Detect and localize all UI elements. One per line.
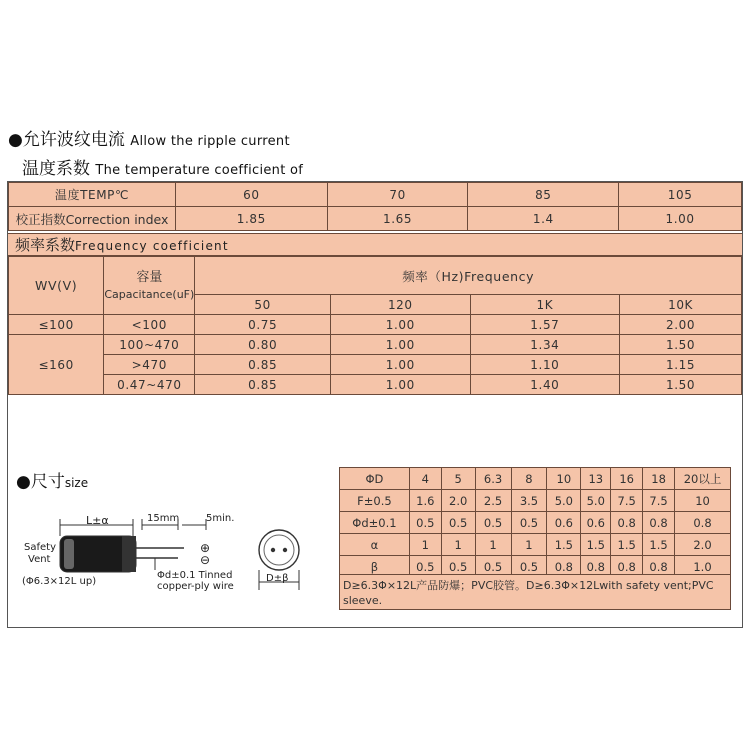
capacitance-value: 100~470: [104, 335, 195, 355]
dim-cell: 0.8: [643, 512, 675, 534]
dim-cell: 0.5: [475, 556, 511, 578]
dim-cell: 5.0: [547, 490, 581, 512]
table-row: [9, 355, 742, 375]
min-length-label: 5min.: [206, 513, 235, 524]
dim-cell: α: [340, 534, 410, 556]
coefficient: 1.57: [470, 315, 620, 335]
dim-cell: 0.8: [581, 556, 611, 578]
dim-cell: 7.5: [643, 490, 675, 512]
coefficient: 1.40: [470, 375, 620, 395]
dim-cell: 10: [675, 490, 731, 512]
capacitance-header-en: Capacitance(uF): [104, 287, 195, 301]
coefficient: 1.34: [470, 335, 620, 355]
correction-value: 1.85: [175, 207, 327, 231]
coefficient: 1.10: [470, 355, 620, 375]
dim-cell: 0.6: [581, 512, 611, 534]
dim-header: 10: [547, 468, 581, 490]
dim-cell: 0.6: [547, 512, 581, 534]
dim-cell: 1.6: [409, 490, 441, 512]
dim-cell: 0.5: [409, 512, 441, 534]
wv-value: ≤160: [9, 335, 104, 395]
dim-cell: 1: [441, 534, 475, 556]
frequency-title-en: Frequency coefficient: [75, 239, 229, 253]
table-row: [340, 468, 731, 490]
correction-value: 1.65: [327, 207, 468, 231]
dim-cell: 1: [475, 534, 511, 556]
dim-cell: 0.8: [611, 556, 643, 578]
bullet-icon: ●: [16, 472, 31, 492]
dim-cell: F±0.5: [340, 490, 410, 512]
freq-50: 50: [195, 295, 331, 315]
dim-header: 16: [611, 468, 643, 490]
dim-cell: 1.5: [547, 534, 581, 556]
coefficient: 2.00: [620, 315, 742, 335]
temp-heading-en: The temperature coefficient of: [95, 163, 304, 178]
minus-icon: ⊖: [200, 553, 211, 567]
size-heading-en: size: [64, 476, 89, 490]
dimension-table: [339, 467, 731, 578]
correction-label: 校正指数Correction index: [9, 207, 176, 231]
table-row: [9, 315, 742, 335]
coefficient: 0.85: [195, 375, 331, 395]
coefficient: 0.85: [195, 355, 331, 375]
temp-label: 温度TEMP℃: [9, 183, 176, 207]
correction-value: 1.00: [619, 207, 742, 231]
dim-cell: 3.5: [511, 490, 547, 512]
dim-cell: 2.5: [475, 490, 511, 512]
diameter-label: D±β: [266, 573, 289, 584]
temp-value: 70: [327, 183, 468, 207]
temp-value: 60: [175, 183, 327, 207]
coefficient: 1.50: [620, 335, 742, 355]
vent-label: Vent: [28, 554, 51, 565]
capacitance-header-cn: 容量: [136, 269, 163, 285]
dim-cell: 0.5: [511, 512, 547, 534]
dim-cell: 0.8: [547, 556, 581, 578]
plus-icon: ⊕: [200, 541, 211, 555]
frequency-title-cn: 频率系数: [15, 236, 76, 254]
ripple-heading-cn: 允许波纹电流: [22, 130, 125, 150]
coefficient: 0.80: [195, 335, 331, 355]
capacitance-value: >470: [104, 355, 195, 375]
ripple-heading: [8, 125, 290, 150]
coefficient: 1.00: [330, 355, 470, 375]
dim-cell: 0.8: [611, 512, 643, 534]
dim-cell: 2.0: [441, 490, 475, 512]
dim-header: ΦD: [340, 468, 410, 490]
coefficient: 1.15: [620, 355, 742, 375]
dim-cell: 1: [409, 534, 441, 556]
dim-cell: 1: [511, 534, 547, 556]
table-row: [9, 183, 742, 207]
frequency-table: [8, 256, 742, 395]
temp-value: 85: [468, 183, 619, 207]
table-row: [9, 335, 742, 355]
length-label: L±α: [86, 514, 109, 527]
dim-cell: 0.5: [409, 556, 441, 578]
dim-header: 20以上: [675, 468, 731, 490]
freq-1k: 1K: [470, 295, 620, 315]
coefficient: 1.00: [330, 335, 470, 355]
coefficient: 1.50: [620, 375, 742, 395]
dim-cell: 0.5: [441, 512, 475, 534]
dim-cell: 1.5: [611, 534, 643, 556]
frequency-title-bar: [8, 233, 742, 256]
capacitance-header: [104, 257, 195, 315]
temp-value: 105: [619, 183, 742, 207]
dim-header: 5: [441, 468, 475, 490]
dim-cell: 1.5: [581, 534, 611, 556]
temp-heading: [22, 154, 303, 179]
size-heading-cn: 尺寸: [30, 472, 65, 492]
dim-cell: 0.8: [675, 512, 731, 534]
frequency-header: 频率（Hz)Frequency: [195, 257, 742, 295]
table-row: [340, 512, 731, 534]
dim-cell: β: [340, 556, 410, 578]
bullet-icon: ●: [8, 130, 23, 150]
safety-label: Safety: [24, 542, 56, 553]
correction-value: 1.4: [468, 207, 619, 231]
wire-label-2: copper-ply wire: [157, 581, 234, 592]
dim-cell: 7.5: [611, 490, 643, 512]
temperature-table: [8, 182, 742, 231]
dim-header: 6.3: [475, 468, 511, 490]
dim-cell: 0.5: [511, 556, 547, 578]
coefficient: 1.00: [330, 315, 470, 335]
dim-cell: 0.5: [441, 556, 475, 578]
capacitance-value: <100: [104, 315, 195, 335]
table-row: [9, 207, 742, 231]
dim-header: 8: [511, 468, 547, 490]
size-heading: [16, 467, 88, 492]
freq-10k: 10K: [620, 295, 742, 315]
capacitor-diagram: [0, 500, 340, 610]
size-note-label: (Φ6.3×12L up): [22, 576, 97, 587]
freq-120: 120: [330, 295, 470, 315]
dim-header: 4: [409, 468, 441, 490]
wv-value: ≤100: [9, 315, 104, 335]
coefficient: 1.00: [330, 375, 470, 395]
dim-header: 18: [643, 468, 675, 490]
capacitance-value: 0.47~470: [104, 375, 195, 395]
dimension-note: D≥6.3Φ×12L产品防爆；PVC胶管。D≥6.3Φ×12Lwith safety vent;PVC sleeve.: [339, 574, 731, 610]
table-row: [340, 490, 731, 512]
dim-cell: Φd±0.1: [340, 512, 410, 534]
lead-length-label: 15mm: [147, 513, 180, 524]
dim-header: 13: [581, 468, 611, 490]
wv-header: WV(V): [9, 257, 104, 315]
wire-label-1: Φd±0.1 Tinned: [157, 570, 233, 581]
dim-cell: 0.5: [475, 512, 511, 534]
dim-cell: 1.0: [675, 556, 731, 578]
dim-cell: 1.5: [643, 534, 675, 556]
ripple-heading-en: Allow the ripple current: [130, 134, 290, 149]
dim-cell: 0.8: [643, 556, 675, 578]
table-row: [340, 534, 731, 556]
temp-heading-cn: 温度系数: [22, 159, 90, 179]
coefficient: 0.75: [195, 315, 331, 335]
table-row: [9, 375, 742, 395]
dim-cell: 2.0: [675, 534, 731, 556]
dim-cell: 5.0: [581, 490, 611, 512]
